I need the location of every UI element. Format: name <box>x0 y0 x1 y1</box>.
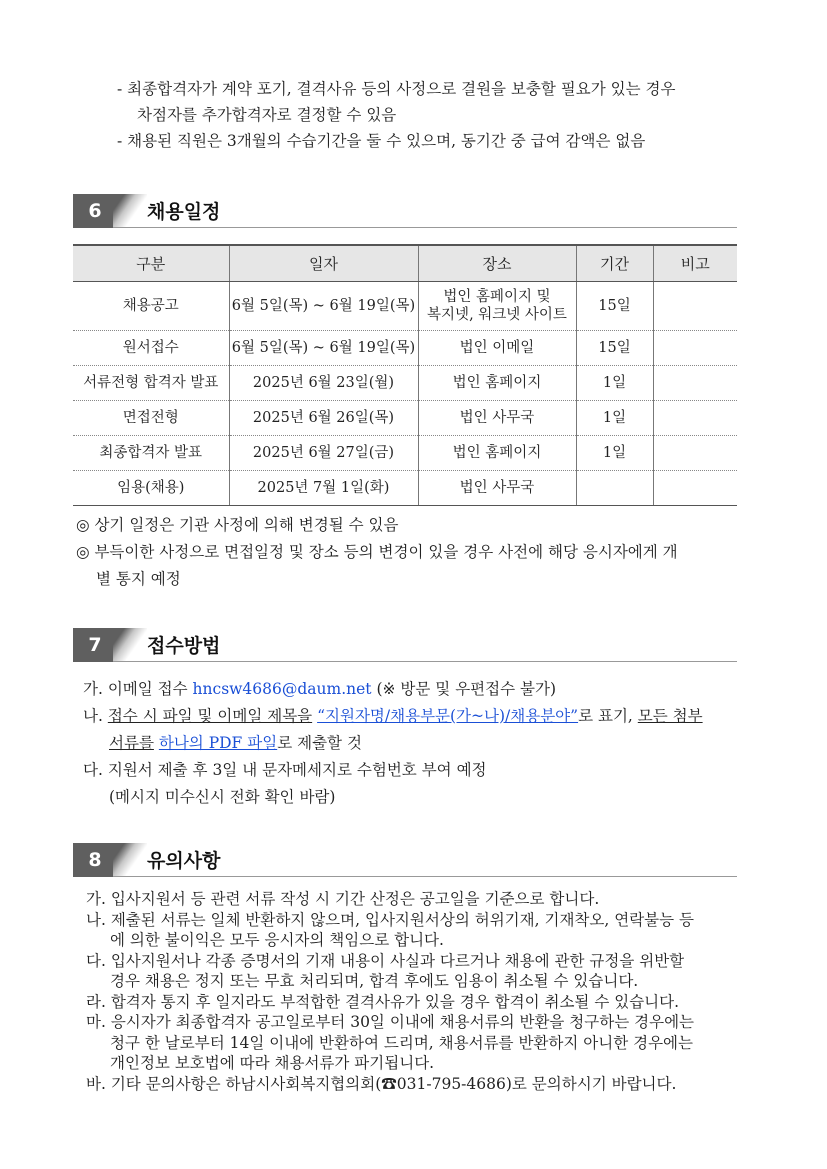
schedule-table <box>73 244 737 506</box>
list-item <box>83 703 743 757</box>
column-header: 비고 <box>653 245 737 282</box>
section-number: 7 <box>73 628 117 662</box>
section-divider <box>113 876 737 877</box>
item-text: 로 제출할 것 <box>277 734 362 752</box>
cell-date: 2025년 6월 27일(금) <box>229 436 418 471</box>
caution-line: 바. 기타 문의사항은 하남시사회복지협의회(☎031-795-4686)로 문의하시기 바랍니다. <box>86 1074 677 1093</box>
cell-place: 법인 사무국 <box>418 401 576 436</box>
caution-line: 다. 입사지원서나 각종 증명서의 기재 내용이 사실과 다르거나 채용에 관한 규정을 위반할 <box>86 951 685 970</box>
section-number: 6 <box>73 194 117 228</box>
submission-method-list <box>83 676 743 811</box>
item-text: 나. <box>83 707 108 725</box>
table-row <box>73 282 737 331</box>
cell-note <box>653 366 737 401</box>
bullet-line: - 채용된 직원은 3개월의 수습기간을 둘 수 있으며, 동기간 중 급여 감액은 없음 <box>117 132 646 150</box>
cell-period: 15일 <box>576 282 653 331</box>
caution-line: 가. 입사지원서 등 관련 서류 작성 시 기간 산정은 공고일을 기준으로 합니다. <box>86 890 600 908</box>
column-header: 장소 <box>418 245 576 282</box>
list-item <box>83 676 743 703</box>
schedule-notes <box>76 512 746 593</box>
section-slash-decoration <box>113 628 147 662</box>
cell-period: 1일 <box>576 436 653 471</box>
section-slash-decoration <box>113 843 147 877</box>
cell-period: 15일 <box>576 331 653 366</box>
cell-place: 법인 이메일 <box>418 331 576 366</box>
item-text: 가. 이메일 접수 <box>83 680 193 698</box>
table-row <box>73 471 737 506</box>
caution-line: 청구 한 날로부터 14일 이내에 반환하여 드리며, 채용서류를 반환하지 아니한 경우에는 <box>110 1033 694 1052</box>
table-row <box>73 436 737 471</box>
cell-place: 법인 사무국 <box>418 471 576 506</box>
cell-date: 2025년 6월 26일(목) <box>229 401 418 436</box>
cell-period: 1일 <box>576 401 653 436</box>
section-6-header <box>73 194 737 228</box>
cell-place: 법인 홈페이지 <box>418 366 576 401</box>
cell-note <box>653 331 737 366</box>
cell-note <box>653 436 737 471</box>
bullet-line: 차점자를 추가합격자로 결정할 수 있음 <box>137 106 397 124</box>
cell-category: 서류전형 합격자 발표 <box>73 366 229 401</box>
column-header: 일자 <box>229 245 418 282</box>
caution-list <box>86 889 746 1094</box>
section-8-header <box>73 843 737 877</box>
item-text: 모든 첨부 <box>637 707 703 725</box>
bullet-list <box>117 76 747 154</box>
cell-note <box>653 401 737 436</box>
cell-category: 임용(채용) <box>73 471 229 506</box>
table-row <box>73 401 737 436</box>
cell-category: 최종합격자 발표 <box>73 436 229 471</box>
caution-line: 경우 채용은 정지 또는 무효 처리되며, 합격 후에도 임용이 취소될 수 있습니다. <box>110 972 639 990</box>
item-text: 다. 지원서 제출 후 3일 내 문자메세지로 수험번호 부여 예정 <box>83 761 487 779</box>
cell-period <box>576 471 653 506</box>
list-item <box>83 757 743 811</box>
section-title: 유의사항 <box>147 850 221 872</box>
section-title: 접수방법 <box>147 635 221 657</box>
section-slash-decoration <box>113 194 147 228</box>
cell-place: 법인 홈페이지 <box>418 436 576 471</box>
item-text: 서류를 <box>109 734 154 752</box>
caution-line: 개인정보 보호법에 따라 채용서류가 파기됩니다. <box>110 1054 435 1072</box>
cell-note <box>653 471 737 506</box>
item-highlight: “지원자명/채용부문(가~나)/채용분야” <box>317 707 579 725</box>
column-header: 기간 <box>576 245 653 282</box>
cell-date: 2025년 7월 1일(화) <box>229 471 418 506</box>
section-number: 8 <box>73 843 117 877</box>
item-text: 로 표기, <box>578 707 638 725</box>
bullet-item <box>117 76 747 128</box>
cell-category: 면접전형 <box>73 401 229 436</box>
cell-note <box>653 282 737 331</box>
bullet-item <box>117 128 747 154</box>
section-divider <box>113 227 737 228</box>
cell-category: 채용공고 <box>73 282 229 331</box>
cell-date: 6월 5일(목) ~ 6월 19일(목) <box>229 331 418 366</box>
section-7-header <box>73 628 737 662</box>
cell-place <box>418 282 576 331</box>
caution-line: 나. 제출된 서류는 일체 반환하지 않으며, 입사지원서상의 허위기재, 기재착오, 연락불능 등 <box>86 910 695 929</box>
note-line: ◎ 상기 일정은 기관 사정에 의해 변경될 수 있음 <box>76 516 399 534</box>
item-text: 접수 시 파일 및 이메일 제목을 <box>107 707 313 725</box>
place-line: 법인 홈페이지 및 <box>443 289 551 305</box>
bullet-line: - 최종합격자가 계약 포기, 결격사유 등의 사정으로 결원을 보충할 필요가 있는 경우 <box>117 80 676 98</box>
section-divider <box>113 661 737 662</box>
cell-date: 2025년 6월 23일(월) <box>229 366 418 401</box>
column-header: 구분 <box>73 245 229 282</box>
caution-line: 라. 합격자 통지 후 일지라도 부적합한 결격사유가 있을 경우 합격이 취소될 수 있습니다. <box>86 992 680 1011</box>
item-text: (메시지 미수신시 전화 확인 바람) <box>109 788 336 806</box>
section-title: 채용일정 <box>147 201 221 223</box>
cell-date: 6월 5일(목) ~ 6월 19일(목) <box>229 282 418 331</box>
note-line: ◎ 부득이한 사정으로 면접일정 및 장소 등의 변경이 있을 경우 사전에 해당 응시자에게 개 <box>76 543 678 561</box>
table-header-row <box>73 245 737 282</box>
item-highlight: 하나의 PDF 파일 <box>158 734 278 752</box>
cell-category: 원서접수 <box>73 331 229 366</box>
caution-line: 에 의한 불이익은 모두 응시자의 책임으로 합니다. <box>110 931 444 949</box>
email-link[interactable]: hncsw4686@daum.net <box>192 680 372 698</box>
table-row <box>73 366 737 401</box>
caution-line: 마. 응시자가 최종합격자 공고일로부터 30일 이내에 채용서류의 반환을 청구하는 경우에는 <box>86 1013 695 1031</box>
cell-period: 1일 <box>576 366 653 401</box>
place-line: 복지넷, 워크넷 사이트 <box>427 307 567 323</box>
table-row <box>73 331 737 366</box>
item-text: (※ 방문 및 우편접수 불가) <box>371 680 557 698</box>
note-line: 별 통지 예정 <box>96 570 181 588</box>
